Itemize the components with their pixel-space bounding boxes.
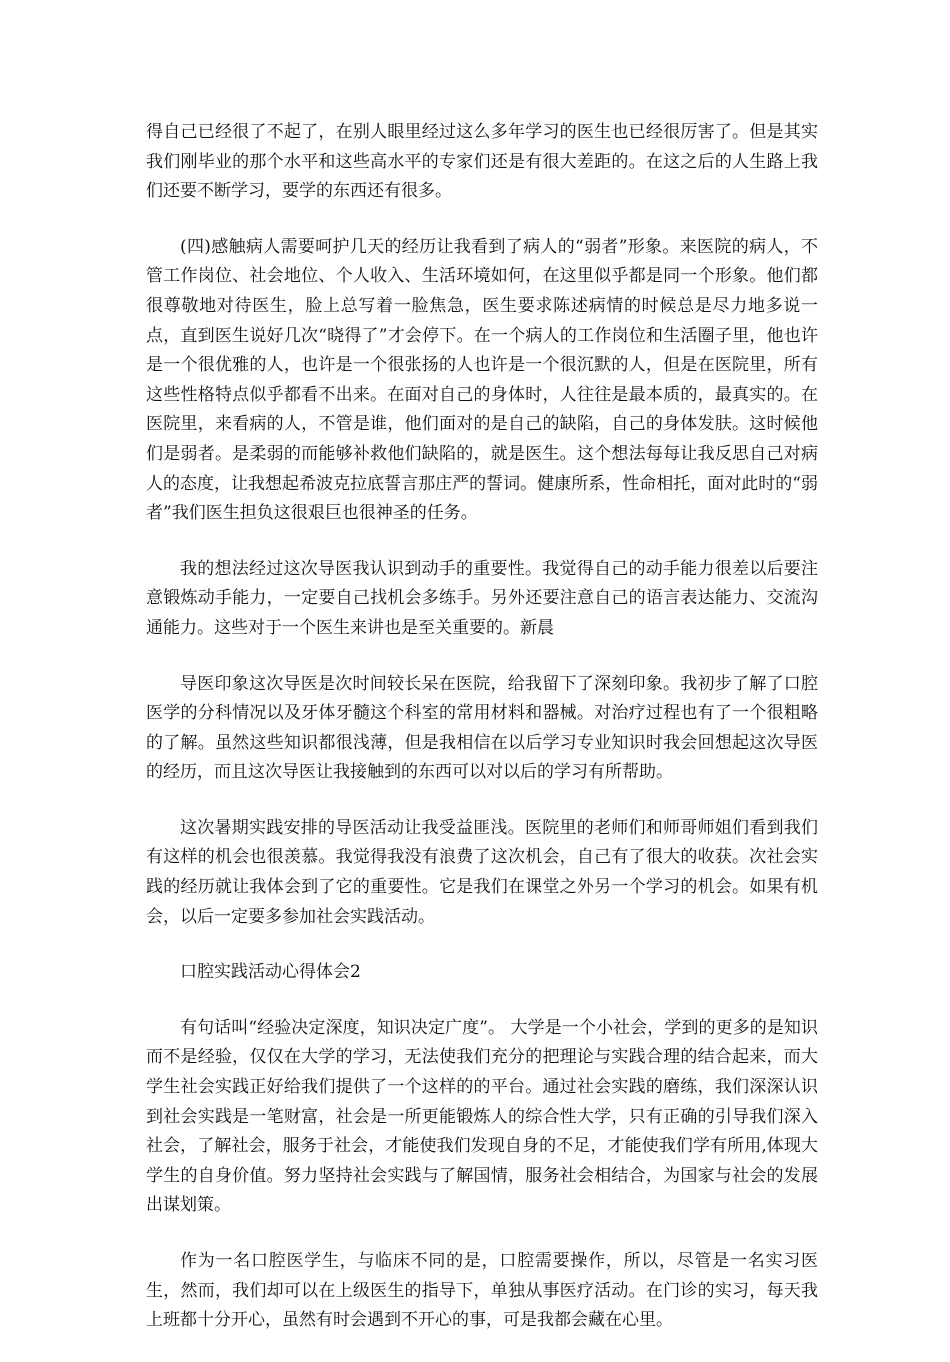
paragraph-dental-student: 作为一名口腔医学生，与临床不同的是，口腔需要操作，所以，尽管是一名实习医生，然而，我们却可以在上级医生的指导下，单独从事医疗活动。在门诊的实习，每天我上班都十分开心，虽然有时会遇到不开心的事，可是我都会藏在心里。 [146,1251,818,1331]
section-heading: 口腔实践活动心得体会2 [180,962,361,983]
paragraph-impression: 导医印象这次导医是次时间较长呆在医院，给我留下了深刻印象。我初步了解了口腔医学的分科情况以及牙体牙髓这个科室的常用材料和器械。对治疗过程也有了一个很粗略的了解。虽然这些知识都很浅薄，但是我相信在以后学习专业知识时我会回想起这次导医的经历，而且这次导医让我接触到的东西可以对以后的学习有所帮助。 [146,673,818,783]
paragraph-summer-practice: 这次暑期实践安排的导医活动让我受益匪浅。医院里的老师们和师哥师姐们看到我们有这样的机会也很羡慕。我觉得我没有浪费了这次机会，自己有了很大的收获。次社会实践的经历就让我体会到了它的重要性。它是我们在课堂之外另一个学习的机会。如果有机会，以后一定要多参加社会实践活动。 [146,817,818,927]
paragraph-my-thoughts: 我的想法经过这次导医我认识到动手的重要性。我觉得自己的动手能力很差以后要注意锻炼动手能力，一定要自己找机会多练手。另外还要注意自己的语言表达能力、交流沟通能力。这些对于一个医生来讲也是至关重要的。新晨 [146,558,818,638]
paragraph-patient-weakness: (四)感触病人需要呵护几天的经历让我看到了病人的“弱者”形象。来医院的病人，不管工作岗位、社会地位、个人收入、生活环境如何，在这里似乎都是同一个形象。他们都很尊敬地对待医生，脸上总写着一脸焦急，医生要求陈述病情的时候总是尽力地多说一点，直到医生说好几次“晓得了”才会停下。在一个病人的工作岗位和生活圈子里，他也许是一个很优雅的人，也许是一个很张扬的人也许是一个很沉默的人，但是在医院里，所有这些性格特点似乎都看不出来。在面对自己的身体时，人往往是最本质的，最真实的。在医院里，来看病的人，不管是谁，他们面对的是自己的缺陷，自己的身体发肤。这时候他们是弱者。是柔弱的而能够补救他们缺陷的，就是医生。这个想法每每让我反思自己对病人的态度，让我想起希波克拉底誓言那庄严的誓词。健康所系，性命相托，面对此时的“弱者”我们医生担负这很艰巨也很神圣的任务。 [146,236,818,524]
paragraph-continuation: 得自己已经很了不起了，在别人眼里经过这么多年学习的医生也已经很厉害了。但是其实我们刚毕业的那个水平和这些高水平的专家们还是有很大差距的。在这之后的人生路上我们还要不断学习，要学的东西还有很多。 [146,122,818,202]
document-body [146,118,818,1362]
paragraph-experience-depth: 有句话叫“经验决定深度，知识决定广度”。 大学是一个小社会，学到的更多的是知识而不是经验，仅仅在大学的学习，无法使我们充分的把理论与实践合理的结合起来，而大学生社会实践正好给我们提供了一个这样的的平台。通过社会实践的磨练，我们深深认识到社会实践是一笔财富，社会是一所更能锻炼人的综合性大学，只有正确的引导我们深入社会，了解社会，服务于社会，才能使我们发现自身的不足，才能使我们学有所用,体现大学生的自身价值。努力坚持社会实践与了解国情，服务社会相结合，为国家与社会的发展出谋划策。 [146,1017,818,1216]
